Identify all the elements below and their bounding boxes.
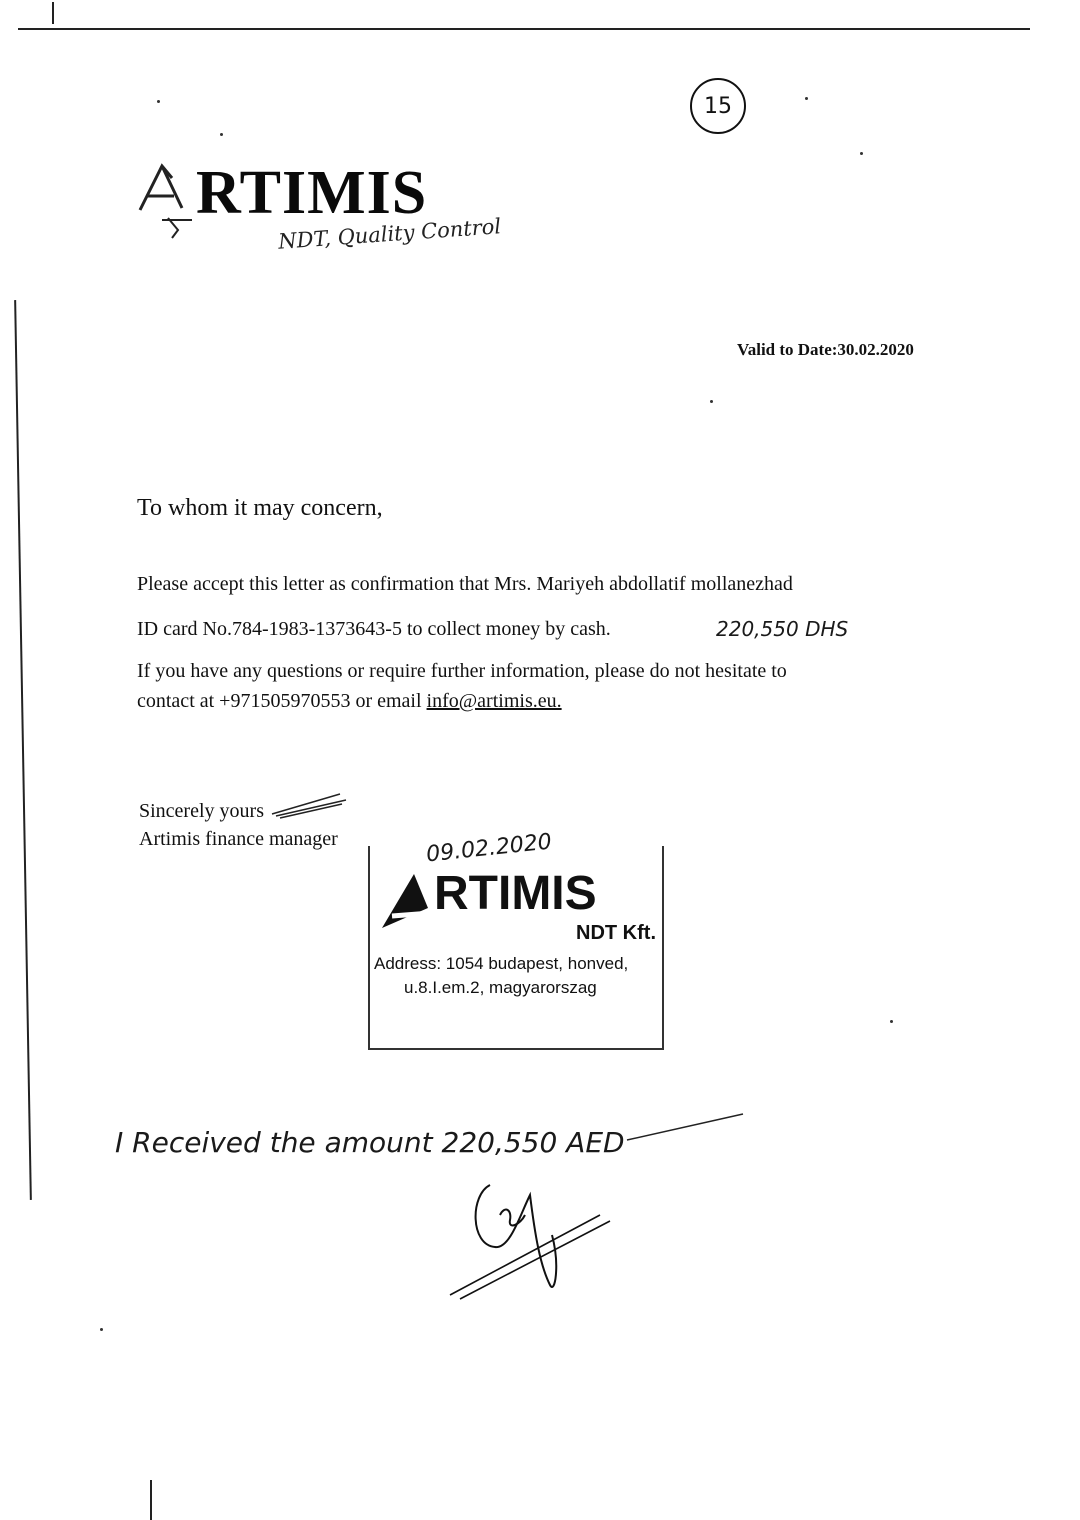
scan-speck: [710, 400, 713, 403]
scan-speck: [220, 133, 223, 136]
handwritten-amount: 220,550 DHS: [716, 617, 849, 641]
stamp-address-line-2: u.8.I.em.2, magyarorszag: [404, 978, 597, 997]
stamp-subtitle: NDT Kft.: [576, 922, 656, 944]
scan-speck: [157, 100, 160, 103]
company-stamp: [368, 829, 664, 1050]
left-scan-edge: [14, 300, 32, 1200]
closing-scribble: [270, 790, 350, 820]
salutation: To whom it may concern,: [137, 495, 383, 521]
stamp-handwritten-date: 09.02.2020: [425, 829, 553, 868]
bottom-scan-mark: [150, 1480, 152, 1520]
scan-speck: [805, 97, 808, 100]
handwritten-signature: [440, 1175, 640, 1305]
valid-to-date: Valid to Date:30.02.2020: [737, 340, 914, 359]
receipt-underline-stroke: [625, 1110, 745, 1150]
body-line-2: [137, 618, 611, 641]
top-corner-tick: [52, 2, 54, 24]
logo-tagline: NDT, Quality Control: [277, 214, 502, 254]
scan-speck: [100, 1328, 103, 1331]
handwritten-received-note: I Received the amount 220,550 AED: [115, 1126, 625, 1159]
contact-text: contact at +971505970553 or email: [137, 690, 427, 712]
artimis-logo-mark: [132, 158, 202, 248]
closing-sincerely: Sincerely yours: [139, 800, 264, 822]
logo-wordmark: RTIMIS: [196, 159, 428, 227]
stamp-wordmark: RTIMIS: [434, 867, 597, 920]
id-card-text: ID card No.784-1983-1373643-5 to collect money by cash.: [137, 618, 611, 640]
scan-speck: [890, 1020, 893, 1023]
closing-title: Artimis finance manager: [139, 828, 338, 850]
body-line-1: Please accept this letter as confirmation that Mrs. Mariyeh abdollatif mollanezhad: [137, 573, 793, 595]
page-number-circle: 15: [690, 78, 746, 134]
top-border-line: [18, 28, 1030, 30]
body-line-3: If you have any questions or require further information, please do not hesitate to: [137, 660, 787, 682]
email-link[interactable]: info@artimis.eu.: [426, 690, 562, 712]
scan-speck: [860, 152, 863, 155]
stamp-address-line-1: Address: 1054 budapest, honved,: [374, 954, 629, 973]
body-line-4: [137, 690, 562, 713]
